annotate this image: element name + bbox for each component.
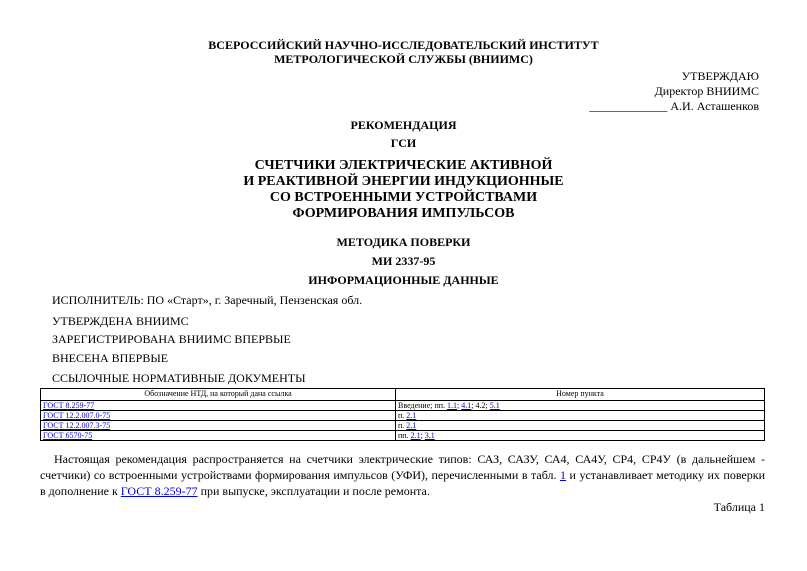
approval-block (519, 69, 759, 114)
approved-line: УТВЕРЖДЕНА ВНИИМС (52, 314, 189, 328)
table-cell-doc (41, 401, 396, 411)
title-line2: И РЕАКТИВНОЙ ЭНЕРГИИ ИНДУКЦИОННЫЕ (243, 174, 564, 189)
gost-8-259-77-body-link[interactable]: ГОСТ 8.259-77 (120, 484, 198, 498)
refs-heading: ССЫЛОЧНЫЕ НОРМАТИВНЫЕ ДОКУМЕНТЫ (52, 371, 306, 385)
document-code: МИ 2337-95 (371, 254, 436, 268)
institute-name-line1: ВСЕРОССИЙСКИЙ НАУЧНО-ИССЛЕДОВАТЕЛЬСКИЙ ИНСТИТУТ (208, 38, 599, 52)
clause-link-2-1[interactable]: 2.1 (406, 421, 417, 430)
document-title (0, 158, 807, 222)
header-document: Обозначение НТД, на который дана ссылка (41, 389, 396, 401)
table-cell-clauses (396, 411, 765, 421)
table-cell-clauses (396, 401, 765, 411)
approval-line2: Директор ВНИИМС (654, 84, 759, 98)
method-heading: МЕТОДИКА ПОВЕРКИ (336, 235, 471, 249)
clause-text: п. (398, 421, 407, 430)
gost-12-2-007-0-75-link[interactable]: ГОСТ 12.2.007.0-75 (43, 411, 111, 420)
table-1-link[interactable]: 1 (560, 468, 567, 482)
registered-line: ЗАРЕГИСТРИРОВАНА ВНИИМС ВПЕРВЫЕ (52, 332, 291, 346)
intro-paragraph (40, 451, 765, 499)
title-line4: ФОРМИРОВАНИЯ ИМПУЛЬСОВ (292, 206, 515, 221)
clause-link-3-1[interactable]: 3.1 (424, 431, 435, 440)
clause-sep: ; (420, 431, 425, 440)
table-cell-doc (41, 411, 396, 421)
institute-name-line2: МЕТРОЛОГИЧЕСКОЙ СЛУЖБЫ (ВНИИМС) (274, 52, 533, 66)
references-table (40, 388, 765, 441)
gost-12-2-007-3-75-link[interactable]: ГОСТ 12.2.007.3-75 (43, 421, 111, 430)
clause-text: пп. (398, 431, 411, 440)
approval-line1: УТВЕРЖДАЮ (681, 69, 759, 83)
gost-6570-75-link[interactable]: ГОСТ 6570-75 (43, 431, 93, 440)
clause-link-2-1[interactable]: 2.1 (406, 411, 417, 420)
clause-link-2-1[interactable]: 2.1 (410, 431, 421, 440)
gost-8-259-77-link[interactable]: ГОСТ 8.259-77 (43, 401, 95, 410)
table-cell-clauses (396, 431, 765, 441)
approval-signature-line: _____________ А.И. Асташенков (589, 99, 759, 113)
table-cell-clauses (396, 421, 765, 431)
table-cell-doc (41, 421, 396, 431)
clause-text: Введение; пп. (398, 401, 448, 410)
executor-line: ИСПОЛНИТЕЛЬ: ПО «Старт», г. Заречный, Пензенская обл. (52, 293, 363, 307)
document-type: РЕКОМЕНДАЦИЯ (350, 118, 457, 132)
table-row (41, 421, 765, 431)
clause-sep: ; 4.2; (471, 401, 490, 410)
institute-header (0, 38, 807, 66)
intro-text-3: при выпуске, эксплуатации и после ремонта. (197, 484, 430, 498)
header-clause: Номер пункта (396, 389, 765, 401)
table-header-row (41, 389, 765, 401)
title-line3: СО ВСТРОЕННЫМИ УСТРОЙСТВАМИ (269, 190, 538, 205)
clause-link-5-1[interactable]: 5.1 (489, 401, 500, 410)
info-heading: ИНФОРМАЦИОННЫЕ ДАННЫЕ (308, 273, 499, 287)
gsi-label: ГСИ (390, 136, 417, 150)
table-label: Таблица 1 (713, 500, 765, 514)
table-row (41, 401, 765, 411)
clause-link-1-1[interactable]: 1.1 (447, 401, 458, 410)
title-line1: СЧЕТЧИКИ ЭЛЕКТРИЧЕСКИЕ АКТИВНОЙ (254, 158, 553, 173)
clause-text: п. (398, 411, 407, 420)
intro-text-1: Настоящая рекомендация распространяется на счетчики электрические типов: САЗ, САЗУ, СА4, СА4У, СР4, СР4У (в дальнейшем - счетчики) со встроенными устройствами формирования импульсов (УФИ), перечисленными в табл. (40, 452, 765, 482)
clause-link-4-1[interactable]: 4.1 (461, 401, 472, 410)
table-row (41, 411, 765, 421)
clause-sep: ; (457, 401, 462, 410)
intro-text-2: и устанавливает методику их поверки в дополнение к (40, 468, 766, 498)
table-cell-doc (41, 431, 396, 441)
introduced-line: ВНЕСЕНА ВПЕРВЫЕ (52, 351, 169, 365)
table-row (41, 431, 765, 441)
